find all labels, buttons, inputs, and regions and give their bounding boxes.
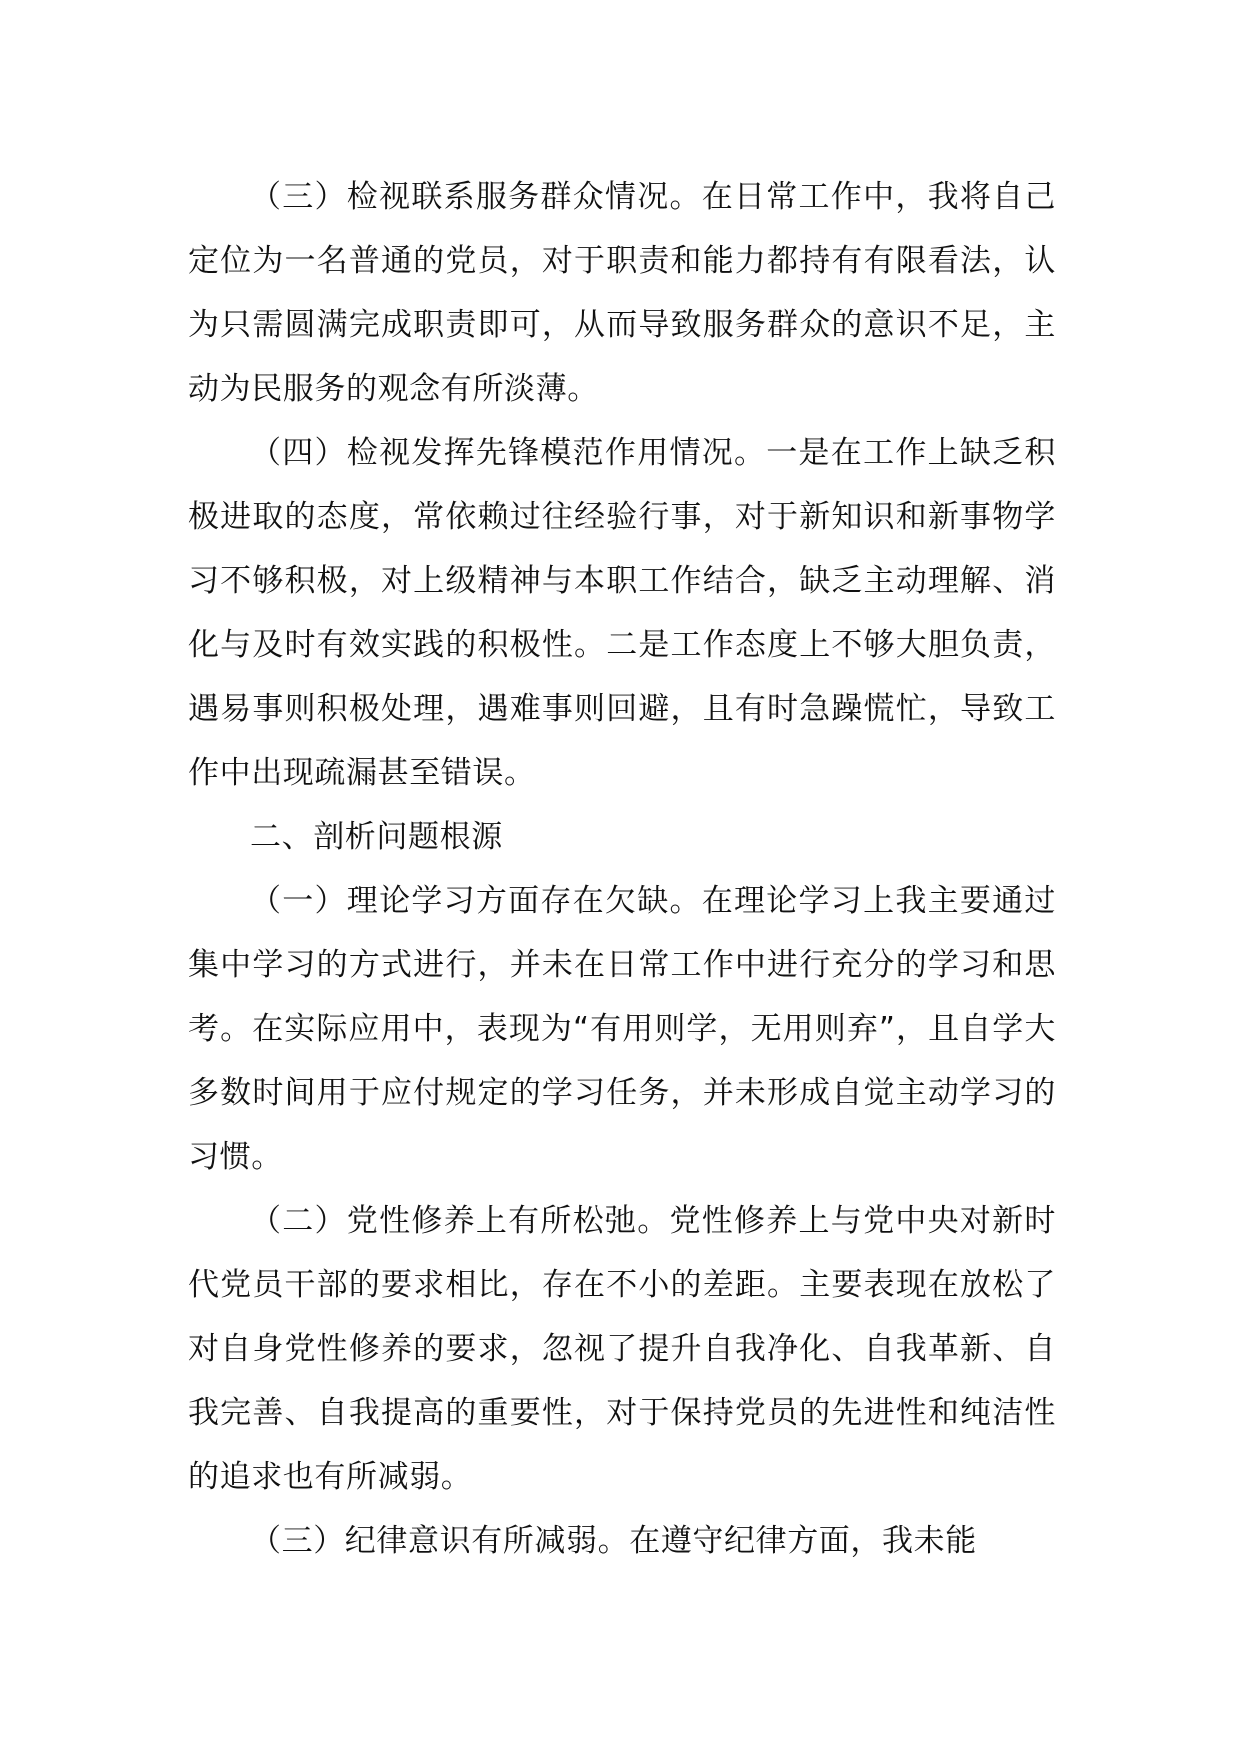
paragraph-discipline: （三）纪律意识有所减弱。在遵守纪律方面，我未能	[250, 1523, 977, 1559]
document-body	[188, 165, 1056, 1573]
paragraph-serve-masses: （三）检视联系服务群众情况。在日常工作中，我将自己定位为一名普通的党员，对于职责和能力都持有有限看法，认为只需圆满完成职责即可，从而导致服务群众的意识不足，主动为民服务的观念有所淡薄。	[188, 179, 1056, 407]
paragraph-vanguard-role: （四）检视发挥先锋模范作用情况。一是在工作上缺乏积极进取的态度，常依赖过往经验行事，对于新知识和新事物学习不够积极，对上级精神与本职工作结合，缺乏主动理解、消化与及时有效实践的积极性。二是工作态度上不够大胆负责，遇易事则积极处理，遇难事则回避，且有时急躁慌忙，导致工作中出现疏漏甚至错误。	[188, 435, 1056, 791]
section-heading-root-causes: 二、剖析问题根源	[250, 819, 503, 855]
paragraph-theory-study: （一）理论学习方面存在欠缺。在理论学习上我主要通过集中学习的方式进行，并未在日常工作中进行充分的学习和思考。在实际应用中，表现为“有用则学，无用则弃”，且自学大多数时间用于应付规定的学习任务，并未形成自觉主动学习的习惯。	[188, 883, 1056, 1175]
paragraph-party-spirit: （二）党性修养上有所松弛。党性修养上与党中央对新时代党员干部的要求相比，存在不小的差距。主要表现在放松了对自身党性修养的要求，忽视了提升自我净化、自我革新、自我完善、自我提高的重要性，对于保持党员的先进性和纯洁性的追求也有所减弱。	[188, 1203, 1056, 1495]
